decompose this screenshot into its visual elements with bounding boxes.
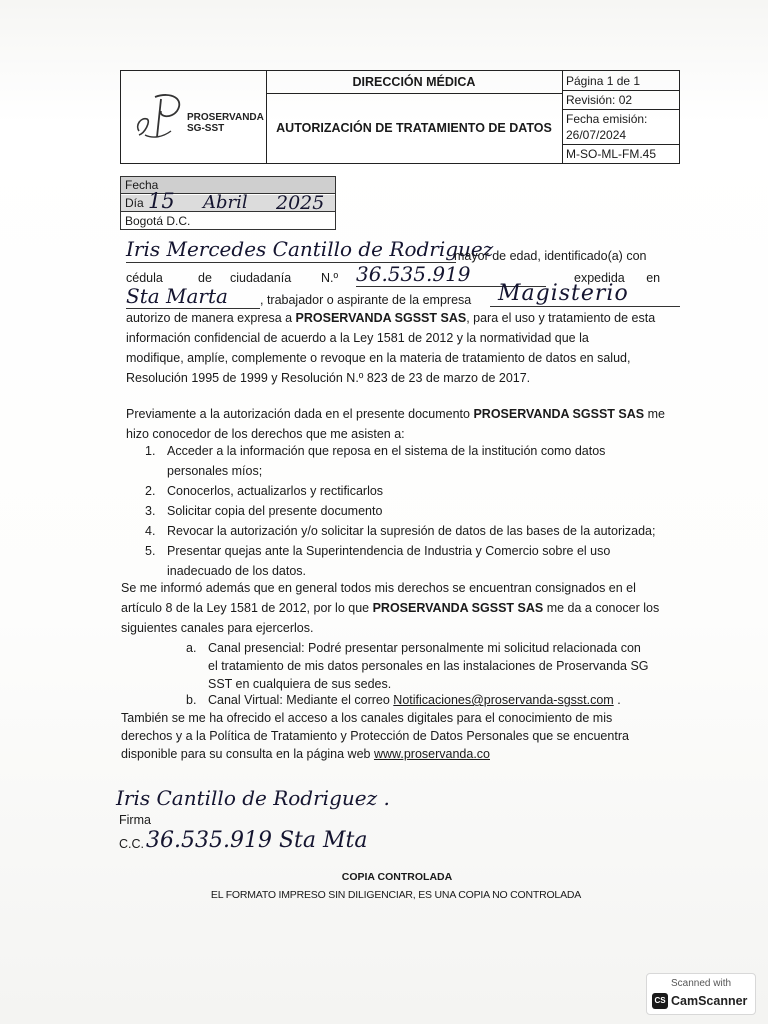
expedida-field	[126, 284, 260, 309]
document-title: AUTORIZACIÓN DE TRATAMIENTO DE DATOS	[276, 121, 552, 135]
list-item-text: personales míos;	[167, 464, 263, 478]
watermark-app-name: CamScanner	[671, 994, 748, 1008]
day-label: Día	[125, 196, 144, 210]
list-item-text: Acceder a la información que reposa en el sistema de la institución como datos	[167, 444, 606, 458]
meta-cell	[563, 71, 679, 163]
handwritten-year: 2025	[276, 192, 325, 214]
document-code: M-SO-ML-FM.45	[566, 147, 656, 161]
p2-line1-c: me	[644, 407, 665, 421]
p3-line2	[121, 598, 659, 618]
handwritten-month: Abril	[203, 192, 248, 213]
issue-label: Fecha emisión:	[566, 112, 648, 126]
camscanner-logo-icon: CS	[652, 993, 668, 1009]
title-cell	[266, 71, 563, 163]
p4-line2: derechos y a la Política de Tratamiento y Protección de Datos Personales que se encuentra	[121, 729, 629, 743]
p1-expedida: expedida en	[574, 271, 661, 285]
issue-date: 26/07/2024	[566, 128, 627, 142]
department-title: DIRECCIÓN MÉDICA	[266, 71, 562, 94]
p1-cedula-word-2: de	[198, 271, 212, 285]
list-item-text: Conocerlos, actualizarlos y rectificarlos	[167, 484, 384, 498]
handwritten-empresa: Magisterio	[498, 281, 629, 306]
p2-line2: hizo conocedor de los derechos que me asisten a:	[126, 427, 405, 441]
proservanda-logo-icon	[131, 91, 193, 147]
p1-cedula-word-4: N.º	[321, 271, 339, 285]
channel-a-line2: el tratamiento de mis datos personales en las instalaciones de Proservanda SG	[208, 659, 649, 673]
email-link[interactable]: Notificaciones@proservanda-sgsst.com	[393, 693, 614, 707]
logo-text-sgsst: SG-SST	[187, 123, 225, 134]
list-item-number: 2.	[145, 484, 156, 498]
channel-b-label: b.	[186, 693, 197, 707]
camscanner-watermark	[646, 973, 756, 1015]
p3-line2-company: PROSERVANDA SGSST SAS	[372, 601, 544, 615]
website-link[interactable]: www.proservanda.co	[373, 747, 490, 761]
channel-a-line1: Canal presencial: Podré presentar personalmente mi solicitud relacionada con	[208, 641, 641, 655]
p1-line4: información confidencial de acuerdo a la Ley 1581 de 2012 y la normatividad que la	[126, 331, 589, 345]
p2-line1	[126, 404, 686, 424]
list-item-number: 3.	[145, 504, 156, 518]
list-item-text: Solicitar copia del presente documento	[167, 504, 383, 518]
channel-a-line3: SST en cualquiera de sus sedes.	[208, 677, 392, 691]
handwritten-signature: Iris Cantillo de Rodriguez .	[116, 786, 390, 810]
p1-line3	[126, 308, 680, 328]
p1-line3-a: autorizo de manera expresa a	[126, 311, 296, 325]
handwritten-cedula: 36.535.919	[356, 262, 471, 286]
handwritten-cc: 36.535.919 Sta Mta	[146, 828, 368, 853]
footer-note	[0, 888, 768, 902]
p4-line3-a: disponible para su consulta en la página web	[121, 747, 374, 761]
footer-line2: EL FORMATO IMPRESO SIN DILIGENCIAR, ES UNA COPIA NO CONTROLADA	[210, 889, 582, 901]
p1-cedula-word-1: cédula	[126, 271, 163, 285]
watermark-scanned-text: Scanned with	[671, 978, 732, 989]
handwritten-day: 15	[148, 189, 175, 213]
signature-label: Firma	[119, 813, 151, 827]
date-label: Fecha	[121, 177, 335, 194]
cc-label: C.C.	[119, 837, 144, 851]
p1-line6: Resolución 1995 de 1999 y Resolución N.º 823 de 23 de marzo de 2017.	[126, 371, 531, 385]
p4-line1: También se me ha ofrecido el acceso a los canales digitales para el conocimiento de mis	[121, 711, 613, 725]
list-item-number: 5.	[145, 544, 156, 558]
p1-line3-company: PROSERVANDA SGSST SAS	[295, 311, 467, 325]
page-number: Página 1 de 1	[563, 71, 679, 91]
p1-after-name: mayor de edad, identificado(a) con	[454, 249, 647, 263]
channel-b-line	[208, 690, 621, 710]
p2-line1-a: Previamente a la autorización dada en el presente documento	[126, 407, 474, 421]
p3-line3: siguientes canales para ejercerlos.	[121, 621, 314, 635]
p4-line3	[121, 744, 490, 764]
p3-line2-c: me da a conocer los	[543, 601, 660, 615]
handwritten-expedida: Sta Marta	[126, 284, 228, 308]
name-field	[126, 236, 494, 263]
channel-a-label: a.	[186, 641, 197, 655]
issue-date-block	[563, 110, 679, 145]
p1-line3-c: , para el uso y tratamiento de esta	[466, 311, 656, 325]
empresa-field	[490, 282, 680, 307]
document-header-table	[120, 70, 680, 164]
list-item-text: Revocar la autorización y/o solicitar la supresión de datos de las bases de la autorizada;	[167, 524, 656, 538]
channel-b-text: Canal Virtual: Mediante el correo	[208, 693, 394, 707]
logo-cell	[121, 71, 267, 163]
list-item-text: Presentar quejas ante la Superintendencia de Industria y Comercio sobre el uso	[167, 544, 611, 558]
list-item-number: 4.	[145, 524, 156, 538]
logo-text-proservanda: PROSERVANDA	[187, 112, 264, 123]
list-item-text: inadecuado de los datos.	[167, 564, 306, 578]
p1-line5: modifique, amplíe, complemente o revoque en la materia de tratamiento de datos en salud,	[126, 351, 631, 365]
list-item-number: 1.	[145, 444, 156, 458]
revision: Revisión: 02	[563, 91, 679, 110]
p3-line1: Se me informó además que en general todos mis derechos se encuentran consignados en el	[121, 581, 636, 595]
city: Bogotá D.C.	[125, 214, 191, 228]
handwritten-name: Iris Mercedes Cantillo de Rodriguez	[126, 237, 494, 261]
p1-trabajador: , trabajador o aspirante de la empresa	[260, 293, 472, 307]
p2-line1-company: PROSERVANDA SGSST SAS	[473, 407, 645, 421]
p1-cedula-word-3: ciudadanía	[230, 271, 292, 285]
footer-controlled-copy	[0, 870, 768, 884]
logo-wordmark	[187, 112, 264, 134]
footer-line1: COPIA CONTROLADA	[341, 871, 453, 883]
channel-b-end: .	[613, 693, 621, 707]
p3-line2-a: artículo 8 de la Ley 1581 de 2012, por lo que	[121, 601, 373, 615]
